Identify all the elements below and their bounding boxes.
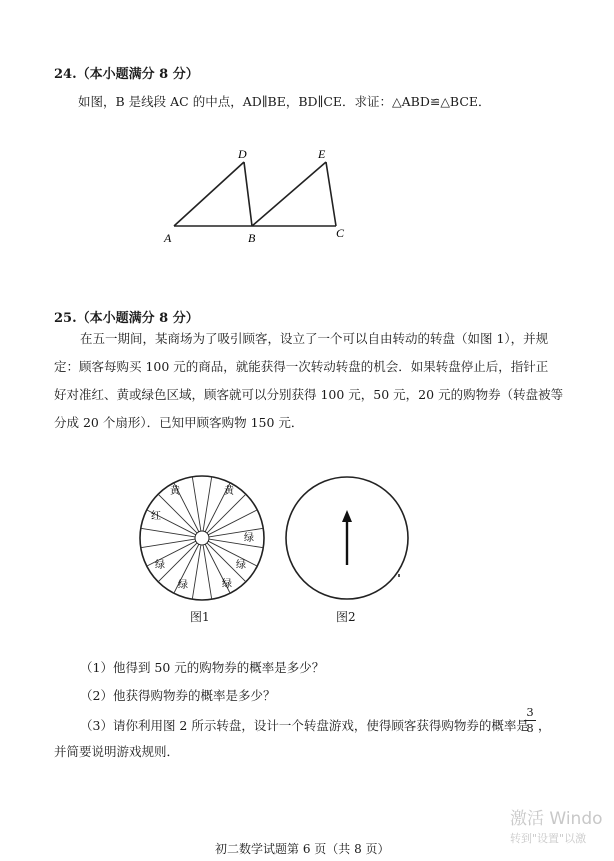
sector-spoke [141, 539, 195, 548]
sector-label-green-3: 绿 [236, 560, 246, 571]
sector-label-green-1: 绿 [244, 533, 254, 544]
sector-spoke [192, 545, 201, 599]
point-label-a: A [164, 231, 172, 245]
sector-label-red: 红 [151, 511, 161, 522]
sector-label-green-5: 绿 [222, 579, 232, 590]
point-label-c: C [336, 226, 345, 240]
q25-line-3: 好对准红、黄或绿色区域，顾客就可以分别获得 100 元，50 元，20 元的购物券（转盘被等 [54, 387, 564, 402]
point-label-b: B [248, 231, 256, 245]
stray-mark [398, 574, 400, 577]
sector-spoke [203, 477, 212, 531]
q25-sub3-line2: 并简要说明游戏规则． [54, 744, 180, 759]
probability-fraction [524, 706, 536, 735]
q25-line-4: 分成 20 个扇形）．已知甲顾客购物 150 元． [54, 415, 304, 430]
q25-sub1: （1）他得到 50 元的购物券的概率是多少？ [80, 660, 325, 675]
segment-db [244, 162, 252, 226]
fraction-numerator: 3 [526, 705, 534, 719]
segment-be [252, 162, 326, 226]
q25-line-2: 定：顾客每购买 100 元的商品，就能获得一次转动转盘的机会．如果转盘停止后，指针正 [54, 359, 549, 374]
sector-label-green-2: 绿 [155, 560, 165, 571]
q25-sub3-suffix: ， [538, 718, 551, 733]
fig2-caption: 图2 [336, 610, 356, 624]
q25-sub3-prefix: （3）请你利用图 2 所示转盘，设计一个转盘游戏，使得顾客获得购物券的概率是 [80, 718, 529, 733]
spinner-wheel-fig1 [132, 470, 272, 610]
q24-header: 24.（本小题满分 8 分） [54, 67, 199, 82]
sector-spoke [203, 545, 212, 599]
activation-watermark-line2: 转到"设置"以激 [510, 832, 587, 845]
segment-ec [326, 162, 336, 226]
point-label-d: D [238, 147, 247, 161]
q24-statement: 如图，B 是线段 AC 的中点，AD∥BE，BD∥CE．求证：△ABD≌△BCE． [78, 94, 491, 109]
fig1-caption: 图1 [190, 610, 210, 624]
sector-spoke [208, 541, 257, 566]
sector-spoke [208, 510, 257, 535]
sector-label-yellow-1: 黄 [170, 486, 180, 497]
sector-spoke [158, 494, 197, 533]
sector-spoke [207, 494, 246, 533]
sector-spoke [209, 539, 263, 548]
spinner-wheel-fig2 [282, 470, 412, 610]
sector-label-green-4: 绿 [178, 580, 188, 591]
fraction-denominator: 8 [526, 721, 534, 735]
sector-label-yellow-2: 黄 [224, 486, 234, 497]
pointer-arrow-head [342, 510, 352, 522]
q24-figure [160, 140, 360, 250]
q25-line-1: 在五一期间，某商场为了吸引顾客，设立了一个可以自由转动的转盘（如图 1），并规 [80, 331, 549, 346]
segment-ad [174, 162, 244, 226]
q25-header: 25.（本小题满分 8 分） [54, 311, 199, 326]
sector-spoke [141, 528, 195, 537]
activation-watermark-line1: 激活 Windo [510, 809, 603, 829]
sector-spoke [192, 477, 201, 531]
q25-sub2: （2）他获得购物券的概率是多少？ [80, 688, 276, 703]
point-label-e: E [318, 147, 326, 161]
sector-spoke [209, 528, 263, 537]
page-footer: 初二数学试题第 6 页（共 8 页） [215, 842, 390, 856]
